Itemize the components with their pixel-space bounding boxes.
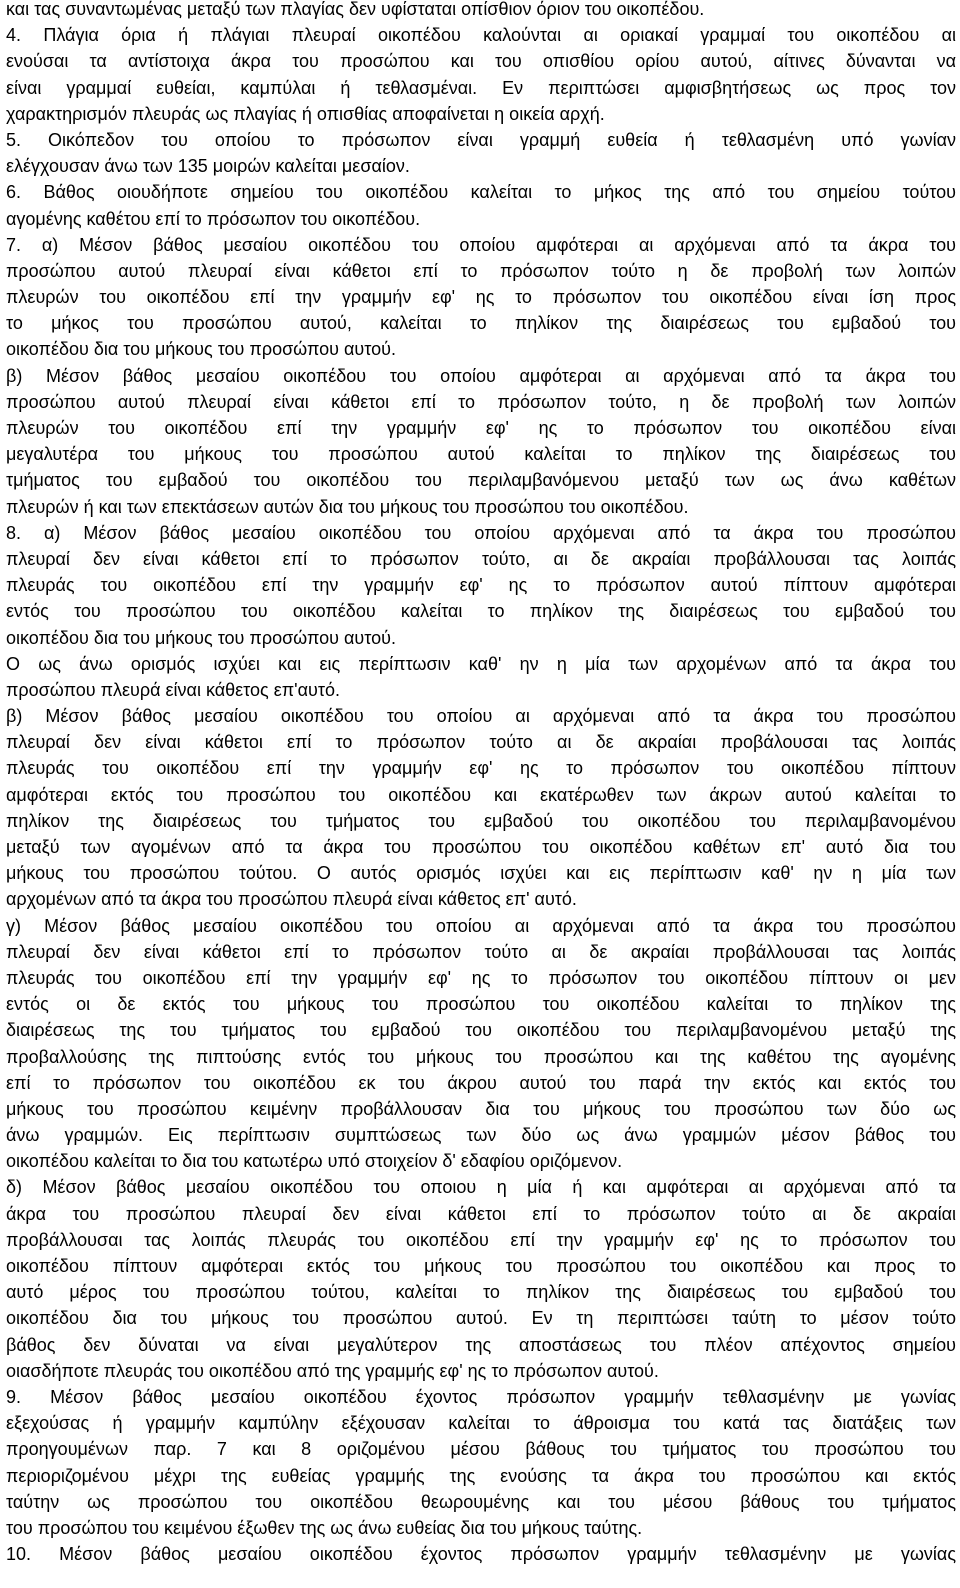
- text-line: οικοπέδου καλείται το δια του κατωτέρω υπό στοιχείον δ' εδαφίου οριζόμενον.: [6, 1151, 623, 1172]
- text-line: 5. Οικόπεδον του οποίου το πρόσωπον είναι γραμμή ευθεία ή τεθλασμένη υπό γωνίαν: [6, 129, 956, 150]
- text-line: αυτό μέρος του προσώπου τούτου, καλείται το πηλίκον της διαιρέσεως του εμβαδού του: [6, 1282, 956, 1303]
- text-line: εξεχούσας ή γραμμήν καμπύλην εξέχουσαν καλείται το άθροισμα του κατά τας διατάξεις των: [6, 1413, 956, 1434]
- text-line: 7. α) Μέσον βάθος μεσαίου οικοπέδου του οποίου αμφότεραι αι αρχόμεναι από τα άκρα του: [6, 234, 956, 255]
- text-line: πηλίκον της διαιρέσεως του τμήματος του εμβαδού του οικοπέδου του περιλαμβανομένου: [6, 810, 956, 831]
- text-line: οικοπέδου δια του μήκους του προσώπου αυτού.: [6, 339, 396, 360]
- text-line: πλευρών του οικοπέδου επί την γραμμήν εφ' ης το πρόσωπον του οικοπέδου είναι ίση προς: [6, 287, 956, 308]
- text-line: δ) Μέσον βάθος μεσαίου οικοπέδου του οποιου η μία ή και αμφότεραι αι αρχόμεναι από τα: [6, 1177, 956, 1198]
- text-line: τμήματος του εμβαδού του οικοπέδου του περιλαμβανόμενου μεταξύ των ως άνω καθέτων: [6, 470, 956, 491]
- text-line: προσώπου αυτού πλευραί είναι κάθετοι επί το πρόσωπον τούτο η δε προβολή των λοιπών: [6, 260, 956, 281]
- text-line: χαρακτηρισμόν πλευράς ως πλαγίας ή οπισθίας αποφαίνεται η οικεία αρχή.: [6, 103, 605, 124]
- text-line: μεταξύ των αγομένων από τα άκρα του προσώπου του οικοπέδου καθέτων επ' αυτό δια του: [6, 837, 956, 857]
- text-line: βάθος δεν δύναται να είναι μεγαλύτερον της αποστάσεως του πλέον απέχοντος σημείου: [6, 1334, 956, 1355]
- text-line: εντός του προσώπου του οικοπέδου καλείται το πηλίκον της διαιρέσεως του εμβαδού του: [6, 601, 956, 622]
- text-line: μήκους του προσώπου τούτου. Ο αυτός ορισμός ισχύει και εις περίπτωσιν καθ' ην η μία των: [6, 863, 956, 884]
- text-line: πλευράς του οικοπέδου επί την γραμμήν εφ' ης το πρόσωπον αυτού πίπτουν αμφότεραι: [6, 575, 956, 596]
- text-line: εντός οι δε εκτός του μήκους του προσώπου του οικοπέδου καλείται το πηλίκον της: [6, 994, 956, 1015]
- text-line: ελέγχουσαν άνω των 135 μοιρών καλείται μεσαίον.: [6, 156, 410, 177]
- text-line: 4. Πλάγια όρια ή πλάγιαι πλευραί οικοπέδου καλούνται αι οριακαί γραμμαί του οικοπέδου αι: [6, 25, 956, 46]
- text-line: ταύτην ως προσώπου του οικοπέδου θεωρουμένης και του μέσου βάθους του τμήματος: [6, 1491, 956, 1512]
- text-line: είναι γραμμαί ευθείαι, καμπύλαι ή τεθλασμέναι. Εν περιπτώσει αμφισβητήσεως ως προς τον: [6, 77, 956, 98]
- text-line: προβαλλούσης της πιπτούσης εντός του μήκους του προσώπου και της καθέτου της αγομένης: [6, 1046, 956, 1067]
- text-line: οικοπέδου δια του μήκους του προσώπου αυτού. Εν τη περιπτώσει ταύτη το μέσον τούτο: [6, 1308, 956, 1329]
- text-line: πλευράς του οικοπέδου επί την γραμμήν εφ' ης το πρόσωπον του οικοπέδου πίπτουν: [6, 758, 956, 779]
- document-body: [6, 0, 956, 1567]
- text-line: οιασδήποτε πλευράς του οικοπέδου από της γραμμής εφ' ης το πρόσωπον αυτού.: [6, 1360, 659, 1381]
- text-line: μήκους του προσώπου κειμένην προβάλλουσαν δια του μήκους του προσώπου των δύο ως: [6, 1098, 956, 1119]
- text-line: επί το πρόσωπον του οικοπέδου εκ του άκρου αυτού του παρά την εκτός και εκτός του: [6, 1072, 956, 1093]
- text-line: 6. Βάθος οιουδήποτε σημείου του οικοπέδου καλείται το μήκος της από του σημείου τούτου: [6, 182, 956, 203]
- text-line: πλευράς του οικοπέδου επί την γραμμήν εφ' ης το πρόσωπον του οικοπέδου πίπτουν οι μεν: [6, 967, 956, 988]
- text-line: 10. Μέσον βάθος μεσαίου οικοπέδου έχοντος πρόσωπον γραμμήν τεθλασμένην με γωνίας: [6, 1544, 956, 1565]
- text-line: ενούσαι τα αντίστοιχα άκρα του προσώπου και του οπισθίου ορίου αυτού, αίτινες δύνανται να: [6, 51, 956, 72]
- text-line: οικοπέδου πίπτουν αμφότεραι εκτός του μήκους του προσώπου του οικοπέδου και προς το: [6, 1256, 956, 1276]
- text-line: πλευρών ή και των επεκτάσεων αυτών δια του μήκους του προσώπου του οικοπέδου.: [6, 496, 689, 517]
- text-line: πλευρών του οικοπέδου επί την γραμμήν εφ' ης το πρόσωπον του οικοπέδου είναι: [6, 418, 956, 438]
- text-line: το μήκος του προσώπου αυτού, καλείται το πηλίκον της διαιρέσεως του εμβαδού του: [6, 313, 956, 334]
- text-line: προσώπου αυτού πλευραί είναι κάθετοι επί το πρόσωπον τούτο, η δε προβολή των λοιπών: [6, 391, 956, 412]
- text-line: β) Μέσον βάθος μεσαίου οικοπέδου του οποίου αμφότεραι αι αρχόμεναι από τα άκρα του: [6, 365, 956, 386]
- text-line: μεγαλυτέρα του μήκους του προσώπου αυτού καλείται το πηλίκον της διαιρέσεως του: [6, 444, 956, 465]
- text-line: περιοριζομένου μέχρι της ευθείας γραμμής της ενούσης τα άκρα του προσώπου και εκτός: [6, 1465, 956, 1486]
- text-line: του προσώπου του κειμένου έξωθεν της ως άνω ευθείας δια του μήκους ταύτης.: [6, 1517, 643, 1538]
- text-line: προηγουμένων παρ. 7 και 8 οριζομένου μέσου βάθους του τμήματος του προσώπου του: [6, 1439, 956, 1460]
- text-line: προβάλλουσαι τας λοιπάς πλευράς του οικοπέδου επί την γραμμήν εφ' ης το πρόσωπον του: [6, 1229, 956, 1250]
- text-line: διαιρέσεως της του τμήματος του εμβαδού του οικοπέδου του περιλαμβανομένου μεταξύ της: [6, 1020, 956, 1041]
- text-line: γ) Μέσον βάθος μεσαίου οικοπέδου του οποίου αι αρχόμεναι από τα άκρα του προσώπου: [6, 915, 956, 936]
- text-line: αμφότεραι εκτός του προσώπου του οικοπέδου και εκατέρωθεν των άκρων αυτού καλείται το: [6, 784, 956, 805]
- text-line: άνω γραμμών. Εις περίπτωσιν συμπτώσεως των δύο ως άνω γραμμών μέσον βάθος του: [6, 1125, 956, 1146]
- text-line: 8. α) Μέσον βάθος μεσαίου οικοπέδου του οποίου αρχόμεναι από τα άκρα του προσώπου: [6, 522, 956, 543]
- text-line: αγομένης καθέτου επί το πρόσωπον του οικοπέδου.: [6, 208, 421, 229]
- text-line: και τας συναντωμένας μεταξύ των πλαγίας δεν υφίσταται οπίσθιον όριον του οικοπέδου.: [6, 0, 705, 19]
- text-line: πλευραί δεν είναι κάθετοι επί το πρόσωπον τούτο, αι δε ακραίαι προβάλλουσαι τας λοιπάς: [6, 548, 956, 569]
- text-line: άκρα του προσώπου πλευραί δεν είναι κάθετοι επί το πρόσωπον τούτο αι δε ακραίαι: [6, 1203, 956, 1224]
- text-line: Ο ως άνω ορισμός ισχύει και εις περίπτωσιν καθ' ην η μία των αρχομένων από τα άκρα του: [6, 653, 956, 674]
- text-line: πλευραί δεν είναι κάθετοι επί το πρόσωπον τούτο αι δε ακραίαι προβάλλουσαι τας λοιπάς: [6, 941, 956, 962]
- text-line: πλευραί δεν είναι κάθετοι επί το πρόσωπον τούτο αι δε ακραίαι προβάλουσαι τας λοιπάς: [6, 732, 956, 753]
- text-line: προσώπου πλευρά είναι κάθετος επ'αυτό.: [6, 679, 340, 700]
- text-line: αρχομένων από τα άκρα του προσώπου πλευρά είναι κάθετος επ' αυτό.: [6, 889, 577, 910]
- text-line: β) Μέσον βάθος μεσαίου οικοπέδου του οποίου αι αρχόμεναι από τα άκρα του προσώπου: [6, 706, 956, 727]
- text-line: 9. Μέσον βάθος μεσαίου οικοπέδου έχοντος πρόσωπον γραμμήν τεθλασμένην με γωνίας: [6, 1386, 956, 1407]
- text-line: οικοπέδου δια του μήκους του προσώπου αυτού.: [6, 627, 396, 648]
